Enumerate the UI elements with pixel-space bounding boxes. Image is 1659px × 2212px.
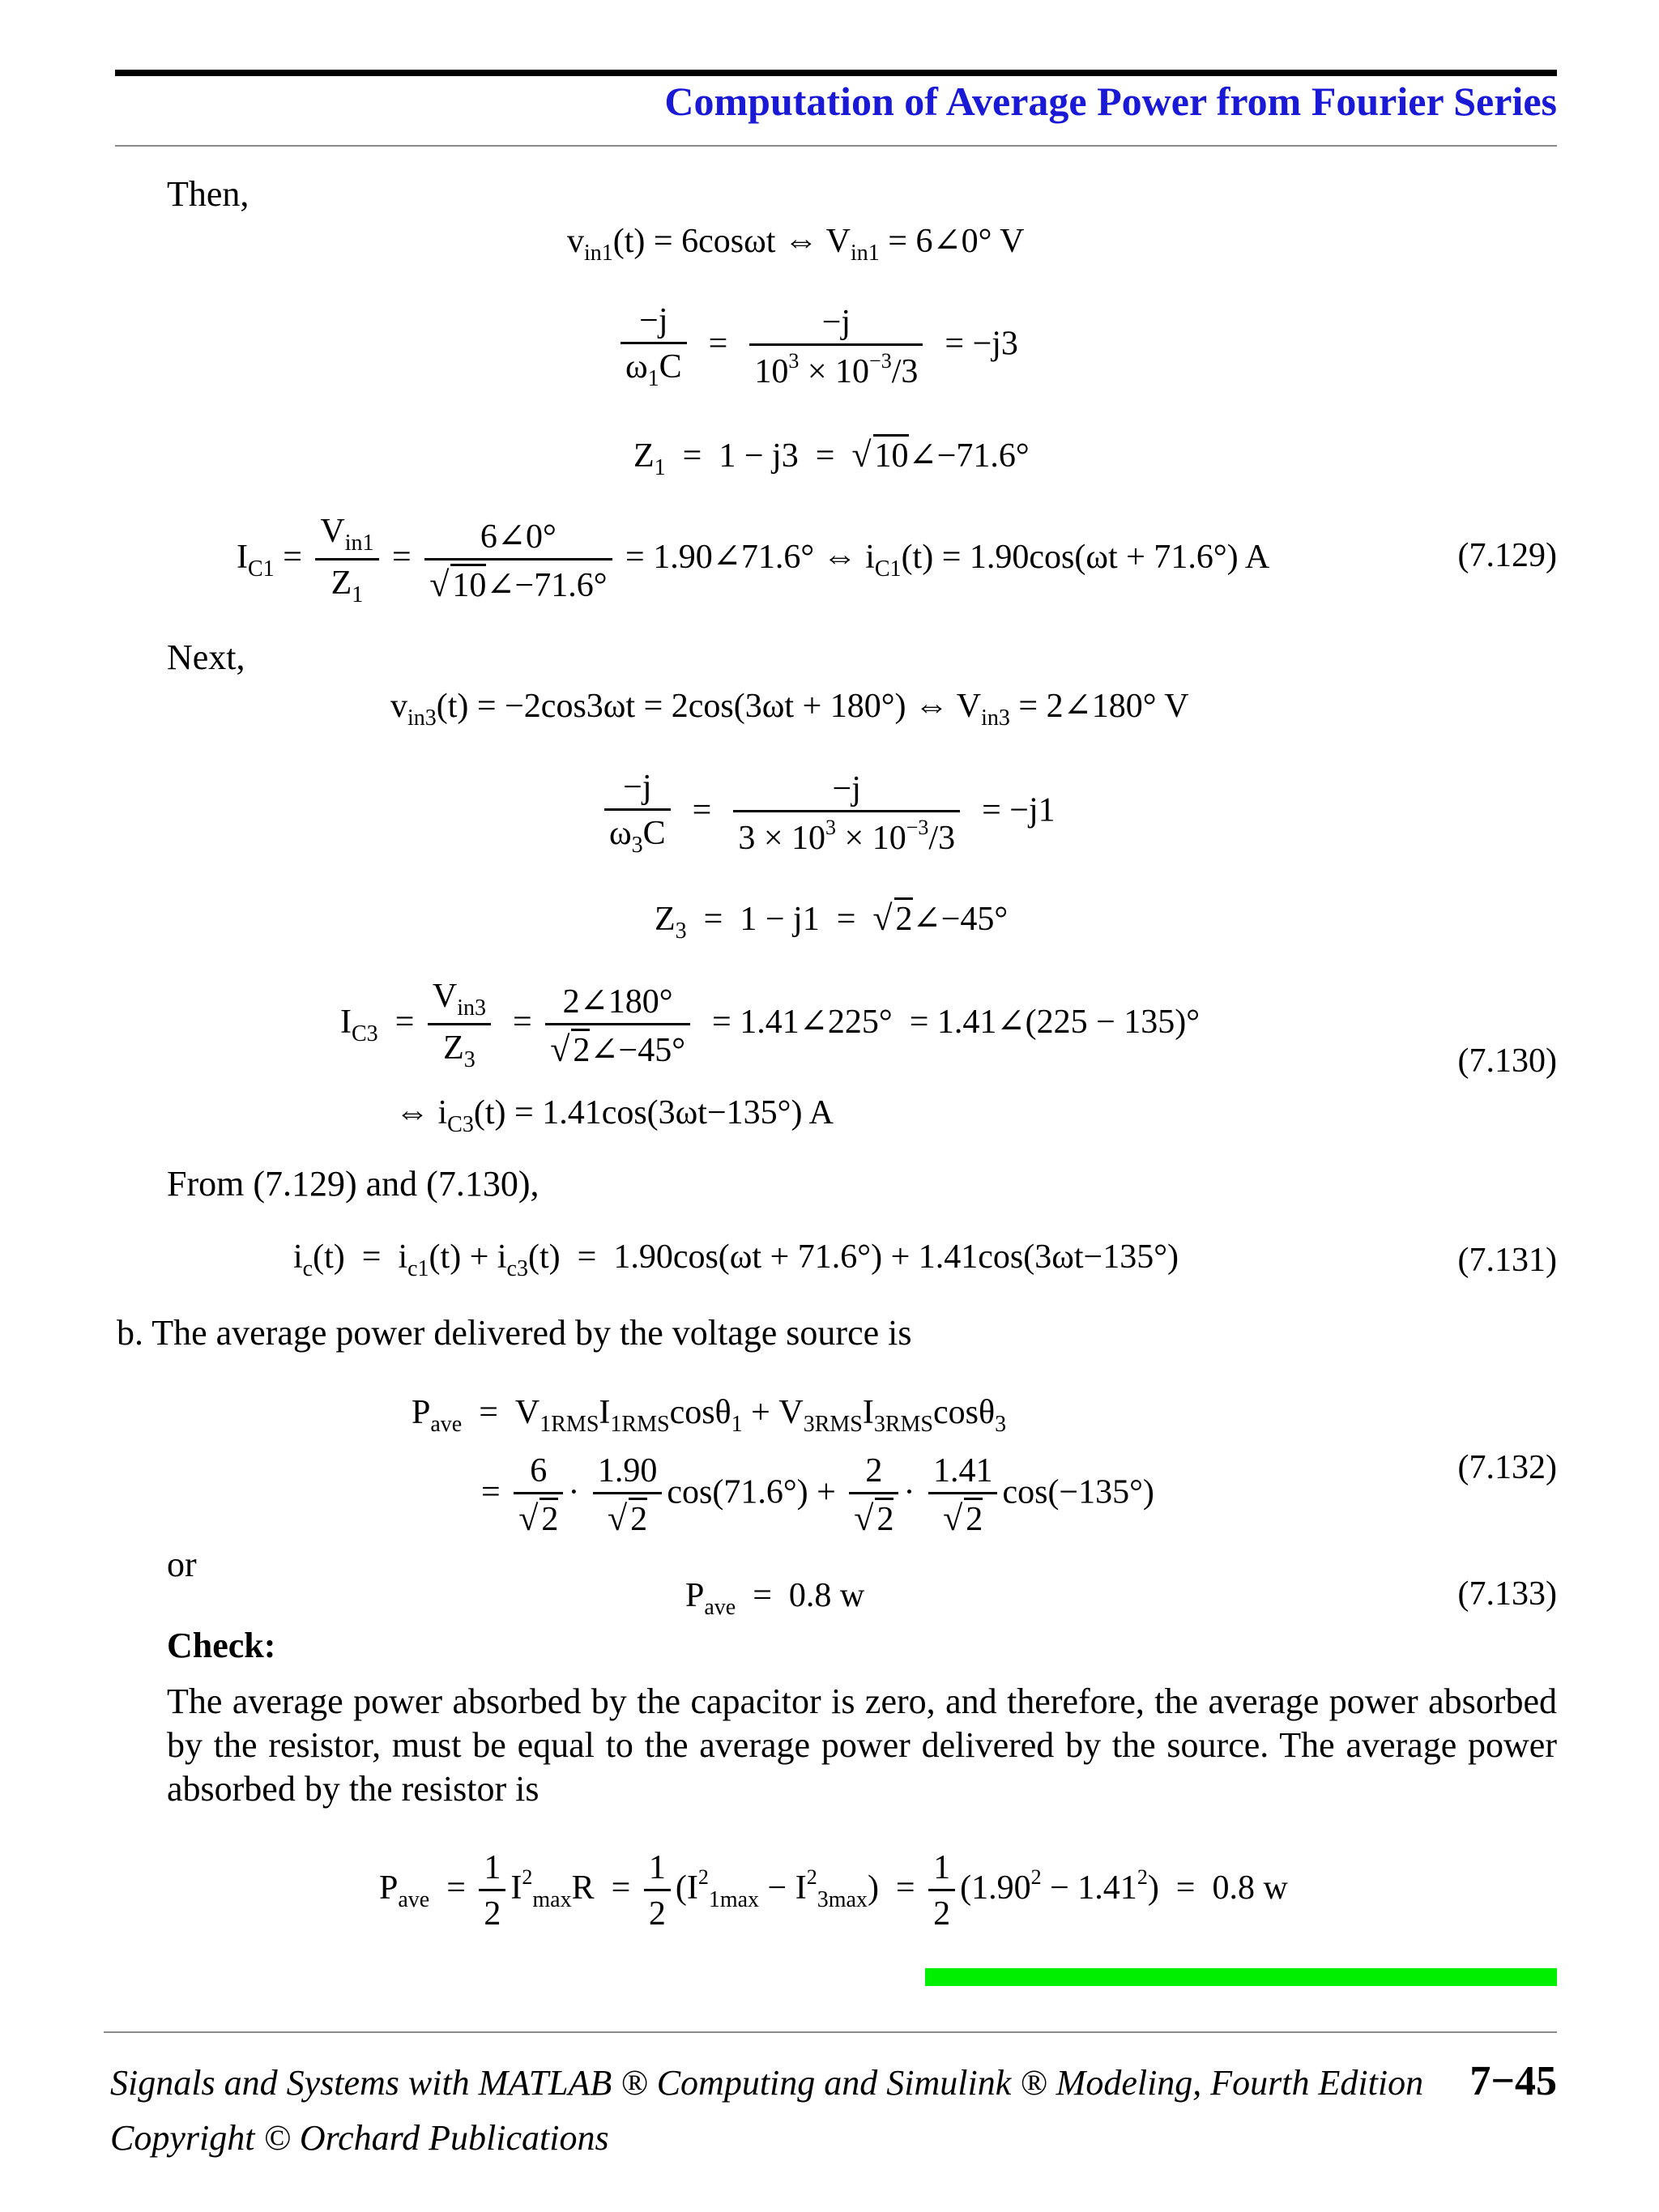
eq-resistor-power: $P_{ave}$ = $\frac{1}{2}$ $I^2_{max}R$ = $\frac{1}{2}$ $(I^2_{1max} - I^2_{3max})$ = $\frac{1}{2}$ $(1.90^2 - 1.41^2) = 0.8$ w bbox=[379, 1849, 1288, 1933]
eq-vin3: $v_{in3}(t) = -2\cos 3\omega t = 2\cos(3\omega t + 180^\circ)$ ⇔ $V_{in3}$ = 2∠180° V bbox=[390, 688, 1189, 731]
eq-pave-values: = $\frac{6}{√2}$ · $\frac{1.90}{√2}$ cos(71.6°) + $\frac{2}{√2}$ · $\frac{1.41}{√2}$ cos(−135°) bbox=[481, 1452, 1154, 1538]
page-number: 7−45 bbox=[1469, 2058, 1557, 2104]
eq-pave-result: $P_{ave} = 0.8$ w bbox=[685, 1577, 865, 1620]
check-heading: Check: bbox=[167, 1626, 276, 1665]
eq-vin1: $v_{in1}(t) = 6\cos\omega t$ ⇔ $V_{in1}$ = 6∠0° V bbox=[567, 223, 1025, 266]
section-title: Computation of Average Power from Fourier Series bbox=[664, 79, 1557, 124]
eqno-7-133: (7.133) bbox=[1457, 1575, 1557, 1613]
top-rule bbox=[115, 70, 1557, 76]
eq-ic3: $I_{C3}$ = $\frac{V_{in3}}{Z_3}$ = $\frac{2\angle 180^\circ}{√2\angle-45^\circ}$ = 1.41∠225° = 1.41∠(225 − 135)° bbox=[340, 978, 1201, 1072]
eqno-7-130: (7.130) bbox=[1457, 1042, 1557, 1080]
eqno-7-132: (7.132) bbox=[1457, 1449, 1557, 1486]
then-label: Then, bbox=[167, 174, 249, 214]
eq-ic-total: $i_c(t) = i_{c1}(t) + i_{c3}(t) = 1.90\cos(\omega t + 71.6^\circ) + 1.41\cos(3\omega t-135^\circ)$ bbox=[293, 1238, 1179, 1281]
footer-divider bbox=[104, 2031, 1557, 2033]
eqno-7-129: (7.129) bbox=[1457, 537, 1557, 574]
check-paragraph: The average power absorbed by the capacitor is zero, and therefore, the average power absorbed by the resistor, must be equal to the average power delivered by the source. The average power absorbed by the resistor is bbox=[167, 1681, 1557, 1809]
eq-pave-def: $P_{ave} = V_{1RMS}I_{1RMS}\cos\theta_1 + V_{3RMS}I_{3RMS}\cos\theta_3$ bbox=[412, 1394, 1007, 1437]
eqno-7-131: (7.131) bbox=[1457, 1242, 1557, 1279]
from-text: From (7.129) and (7.130), bbox=[167, 1164, 539, 1204]
footer-copyright: Copyright © Orchard Publications bbox=[110, 2118, 609, 2158]
eq-z3: $Z_3 = 1 - j1$ = √2∠−45° bbox=[655, 898, 1009, 944]
footer-book-title: Signals and Systems with MATLAB ® Computing and Simulink ® Modeling, Fourth Edition bbox=[110, 2063, 1424, 2103]
eq-xc3: $\frac{-j}{\omega_3C}$ = $\frac{-j}{3 \times 10^3 \times 10^{-3}/3}$ = −j1 bbox=[599, 768, 1056, 859]
eq-ic3-time: ⇔ $i_{C3}(t) = 1.41\cos(3\omega t-135^\circ)$ A bbox=[395, 1094, 834, 1137]
part-b-text: b. The average power delivered by the voltage source is bbox=[117, 1313, 912, 1353]
or-label: or bbox=[167, 1545, 197, 1584]
header-divider bbox=[115, 145, 1557, 147]
next-label: Next, bbox=[167, 637, 245, 677]
eq-ic1: $I_{C1}$ = $\frac{V_{in1}}{Z_1}$ = $\frac{6\angle 0^\circ}{√10\angle-71.6^\circ}$ = 1.90∠71.6° ⇔ $i_{C1}(t) = 1.90\cos(\omega t + 71.6^\circ)$ A bbox=[237, 513, 1270, 607]
end-of-example-bar bbox=[925, 1968, 1557, 1986]
eq-z1: $Z_1 = 1 - j3$ = √10∠−71.6° bbox=[633, 435, 1030, 480]
eq-xc1: $\frac{-j}{\omega_1C}$ = $\frac{-j}{10^3 \times 10^{-3}/3}$ = −j3 bbox=[616, 301, 1018, 392]
